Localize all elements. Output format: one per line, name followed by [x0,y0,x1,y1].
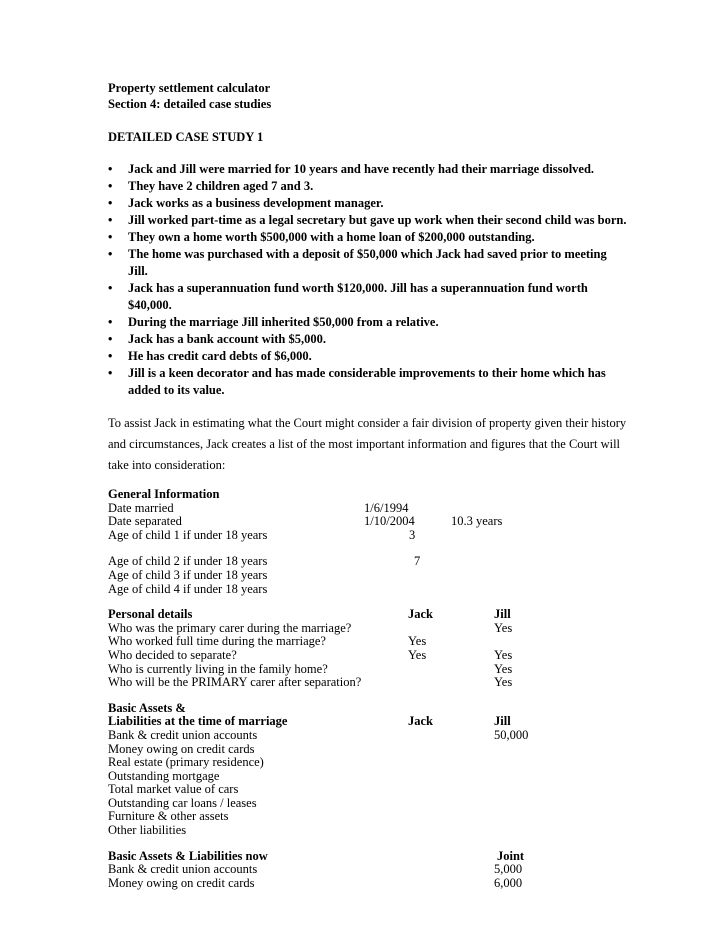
row-label: Who decided to separate? [108,647,237,662]
bullet-icon: • [108,247,113,261]
list-item: • Jill worked part-time as a legal secretary but gave up work when their second child was born. [108,213,627,227]
table-row [108,569,628,583]
jill-cell: Yes [494,620,513,635]
table-row: Other liabilities [108,823,187,838]
list-item: • During the marriage Jill inherited $50,000 from a relative. [108,315,439,329]
row-label: Age of child 3 if under 18 years [108,567,268,582]
bullet-icon: • [108,366,113,380]
table-row: Total market value of cars [108,782,239,797]
child1-age-value: 3 [409,527,416,542]
jill-cell: Yes [494,647,513,662]
case-study-title: DETAILED CASE STUDY 1 [108,130,264,144]
list-item: • Jill is a keen decorator and has made considerable improvements to their home which has added to its value. [108,366,606,397]
row-label: Age of child 2 if under 18 years [108,554,268,569]
bullet-icon: • [108,349,113,363]
document-page [108,80,628,890]
table-row [108,877,628,891]
date-separated-value: 1/10/2004 [364,514,415,529]
bullet-icon: • [108,332,113,346]
bullet-icon: • [108,281,113,295]
column-header-joint: Joint [497,848,525,863]
table-row: Outstanding mortgage [108,768,220,783]
table-row [108,622,628,636]
jill-cell: 50,000 [494,727,529,742]
table-row [108,663,628,677]
general-information-section [108,488,628,596]
list-item: • The home was purchased with a deposit of $50,000 which Jack had saved prior to meeting Jill. [108,247,607,278]
column-header-jack: Jack [408,714,433,729]
table-header-row [108,608,628,622]
row-label: Date separated [108,514,182,529]
doc-title: Property settlement calculator [108,81,271,95]
row-label: Bank & credit union accounts [108,862,258,877]
row-label: Who will be the PRIMARY carer after separation? [108,675,362,690]
column-header-jack: Jack [408,607,433,622]
years-married-value: 10.3 years [451,514,503,529]
section-heading: Basic Assets & Liabilities now [108,848,268,863]
section-heading: Basic Assets & [108,700,186,715]
bullet-icon: • [108,230,113,244]
joint-cell: 5,000 [494,862,523,877]
row-label: Age of child 1 if under 18 years [108,527,268,542]
table-row [108,583,628,597]
table-row [108,676,628,690]
joint-cell: 6,000 [494,875,523,890]
date-married-value: 1/6/1994 [364,500,409,515]
assets-at-marriage-section [108,702,628,838]
row-label: Date married [108,500,174,515]
table-row: Real estate (primary residence) [108,755,264,770]
doc-subtitle: Section 4: detailed case studies [108,97,272,111]
personal-details-section [108,608,628,690]
jill-cell: Yes [494,661,513,676]
table-row [108,515,628,529]
table-row: Furniture & other assets [108,809,229,824]
list-item: • They have 2 children aged 7 and 3. [108,179,314,193]
table-row: Bank & credit union accounts 50,000 [108,727,529,742]
table-row [108,529,628,543]
bullet-icon: • [108,162,113,176]
row-label: Who is currently living in the family home? [108,661,328,676]
list-item: • He has credit card debts of $6,000. [108,349,312,363]
intro-paragraph: To assist Jack in estimating what the Court might consider a fair division of property given their history and circumstances, Jack creates a list of the most important information and figures that the Court will take into consideration: [108,416,627,472]
bullet-icon: • [108,179,113,193]
column-header-jill: Jill [494,607,511,622]
list-item: • Jack has a superannuation fund worth $120,000. Jill has a superannuation fund worth $40,000. [108,281,588,312]
child2-age-value: 7 [414,554,421,569]
assets-now-section [108,850,628,891]
table-row [108,649,628,663]
bullet-icon: • [108,196,113,210]
jack-cell: Yes [408,647,427,662]
table-row [108,502,628,516]
section-heading: Liabilities at the time of marriage [108,714,288,729]
jack-cell: Yes [408,634,427,649]
list-item: • They own a home worth $500,000 with a home loan of $200,000 outstanding. [108,230,535,244]
section-heading: General Information [108,487,220,501]
column-header-jill: Jill [494,714,511,729]
facts-list [108,161,628,399]
section-heading: Personal details [108,607,193,622]
table-row: Money owing on credit cards [108,741,255,756]
bullet-icon: • [108,213,113,227]
row-label: Age of child 4 if under 18 years [108,581,268,596]
row-label: Who worked full time during the marriage? [108,634,326,649]
bullet-icon: • [108,315,113,329]
list-item: • Jack works as a business development manager. [108,196,384,210]
row-label: Who was the primary carer during the marriage? [108,620,352,635]
table-row [108,555,628,569]
row-label: Money owing on credit cards [108,875,255,890]
table-header-row [108,715,628,729]
list-item: • Jack and Jill were married for 10 years and have recently had their marriage dissolved. [108,162,595,176]
table-header-row [108,850,628,864]
table-row [108,863,628,877]
jill-cell: Yes [494,675,513,690]
table-row: Outstanding car loans / leases [108,795,257,810]
table-row [108,635,628,649]
list-item: • Jack has a bank account with $5,000. [108,332,326,346]
